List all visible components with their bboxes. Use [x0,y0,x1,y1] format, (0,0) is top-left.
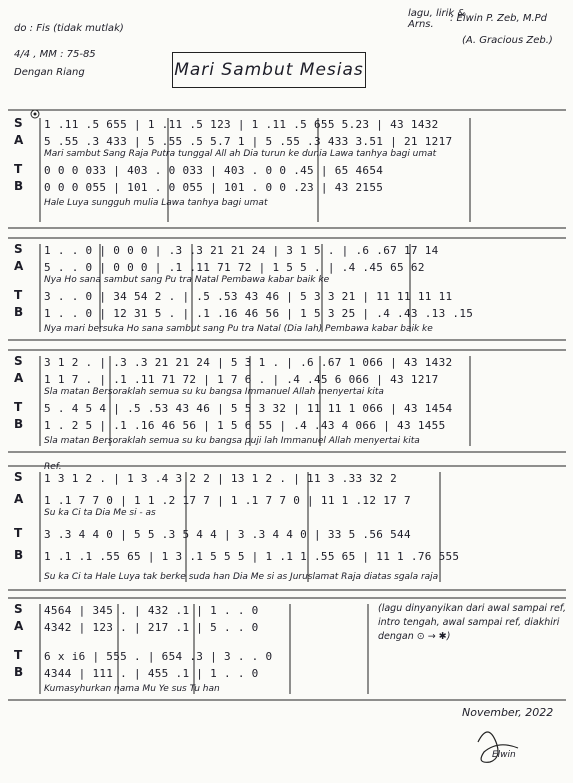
voice-label-a: A [14,492,24,506]
alto-line: 5 . . 0 | 0 0 0 | .1 .11 71 72 | 1 5 5 . | .4 .45 65 62 [44,261,425,274]
tenor-line: 3 .3 4 4 0 | 5 5 .3 5 4 4 | 3 .3 4 4 0 | 33 5 .56 544 [44,528,411,541]
lyric-line-lower: Hale Luya sungguh mulia Lawa tanhya bagi umat [44,198,268,208]
voice-label-s: S [14,116,23,130]
lyric-line-lower: Sla matan Bersoraklah semua su ku bangsa puji lah Immanuel Allah menyertai kita [44,436,420,446]
soprano-line: 1 3 1 2 . | 1 3 .4 3 2 2 | 13 1 2 . | 11 3 .33 32 2 [44,472,398,485]
date: November, 2022 [462,706,554,719]
soprano-line: 3 1 2 . | .3 .3 21 21 24 | 5 3 1 . | .6 .67 1 066 | 43 1432 [44,356,453,369]
alto-line: 1 .1 7 7 0 | 1 1 .2 17 7 | 1 .1 7 7 0 | 11 1 .12 17 7 [44,494,411,507]
voice-label-a: A [14,133,24,147]
voice-label-t: T [14,648,23,662]
lyric-line-lower: Su ka Ci ta Hale Luya tak berke suda han Dia Me si as Juruslamat Raja diatas sgala raja [44,572,439,582]
tenor-line: 0 0 0 033 | 403 . 0 033 | 403 . 0 0 .45 | 65 4654 [44,164,384,177]
author-label: lagu, lirik & Arns. [408,8,466,30]
tenor-line: 5 . 4 5 4 | .5 .53 43 46 | 5 5 3 32 | 11 11 1 066 | 43 1454 [44,402,453,415]
voice-label-t: T [14,288,23,302]
voice-label-b: B [14,417,24,431]
soprano-line: 1 . . 0 | 0 0 0 | .3 .3 21 21 24 | 3 1 5 . | .6 .67 17 14 [44,244,439,257]
lyric-line-upper: Nya Ho sana sambut sang Pu tra Natal Pembawa kabar baik ke [44,275,330,285]
voice-label-s: S [14,354,23,368]
bass-line: 1 . 2 5 | .1 .16 46 56 | 1 5 6 55 | .4 .43 4 066 | 43 1455 [44,419,446,432]
voice-label-t: T [14,162,23,176]
voice-label-b: B [14,179,24,193]
lyric-line-upper: Su ka Ci ta Dia Me si - as [44,508,156,518]
performance-note: (lagu dinyanyikan dari awal sampai ref, intro tengah, awal sampai ref, diakhiri dengan ⊙ → ✱) [378,603,566,642]
tenor-line: 6 x i6 | 555 . | 654 .3 | 3 . . 0 [44,650,273,663]
voice-label-a: A [14,371,24,385]
lyric-line-lower: Kumasyhurkan nama Mu Ye sus Tu han [44,684,220,694]
soprano-line: 1 .11 .5 655 | 1 .11 .5 123 | 1 .11 .5 655 5.23 | 43 1432 [44,118,439,131]
voice-label-a: A [14,259,24,273]
voice-label-s: S [14,470,23,484]
alto-line: 1 1 7 . | .1 .11 71 72 | 1 7 6 . | .4 .45 6 066 | 43 1217 [44,373,439,386]
alto-line: 5 .55 .3 433 | 5 .55 .5 5.7 1 | 5 .55 .3 433 3.51 | 21 1217 [44,135,453,148]
voice-label-t: T [14,400,23,414]
voice-label-b: B [14,548,24,562]
alto-line: 4342 | 123 . | 217 .1 | 5 . . 0 [44,621,259,634]
voice-label-s: S [14,602,23,616]
lyric-line-upper: Sla matan Bersoraklah semua su ku bangsa Immanuel Allah menyertai kita [44,387,384,397]
bass-line: 1 . . 0 | 12 31 5 . | .1 .16 46 56 | 1 5 3 25 | .4 .43 .13 .15 [44,307,474,320]
lyric-line-upper: Mari sambut Sang Raja Putra tunggal All ah Dia turun ke dunia Lawa tanhya bagi umat [44,149,437,159]
song-title: Mari Sambut Mesias [172,52,366,88]
voice-label-b: B [14,305,24,319]
tenor-line: 3 . . 0 | 34 54 2 . | .5 .53 43 46 | 5 3 3 21 | 11 11 11 11 [44,290,453,303]
voice-label-s: S [14,242,23,256]
voice-label-a: A [14,619,24,633]
lyric-line-lower: Nya mari bersuka Ho sana sambut sang Pu tra Natal (Dia lah) Pembawa kabar baik ke [44,324,433,334]
voice-label-b: B [14,665,24,679]
key-signature: do : Fis (tidak mutlak) [14,23,124,34]
author-alias: (A. Gracious Zeb.) [462,35,553,46]
soprano-line: 4564 | 345 . | 432 .1 | 1 . . 0 [44,604,259,617]
tempo-marking: Dengan Riang [14,67,85,78]
signature: Elwin [492,750,516,760]
voice-label-t: T [14,526,23,540]
bass-line: 1 .1 .1 .55 65 | 1 3 .1 5 5 5 | 1 .1 1 .55 65 | 11 1 .76 555 [44,550,460,563]
author-name: : Elwin P. Zeb, M.Pd [450,13,548,24]
bass-line: 0 0 0 055 | 101 . 0 055 | 101 . 0 0 .23 | 43 2155 [44,181,384,194]
bass-line: 4344 | 111 . | 455 .1 | 1 . . 0 [44,667,259,680]
time-signature: 4/4 , MM : 75-85 [14,49,96,60]
refrain-marker: Ref. [44,462,62,472]
